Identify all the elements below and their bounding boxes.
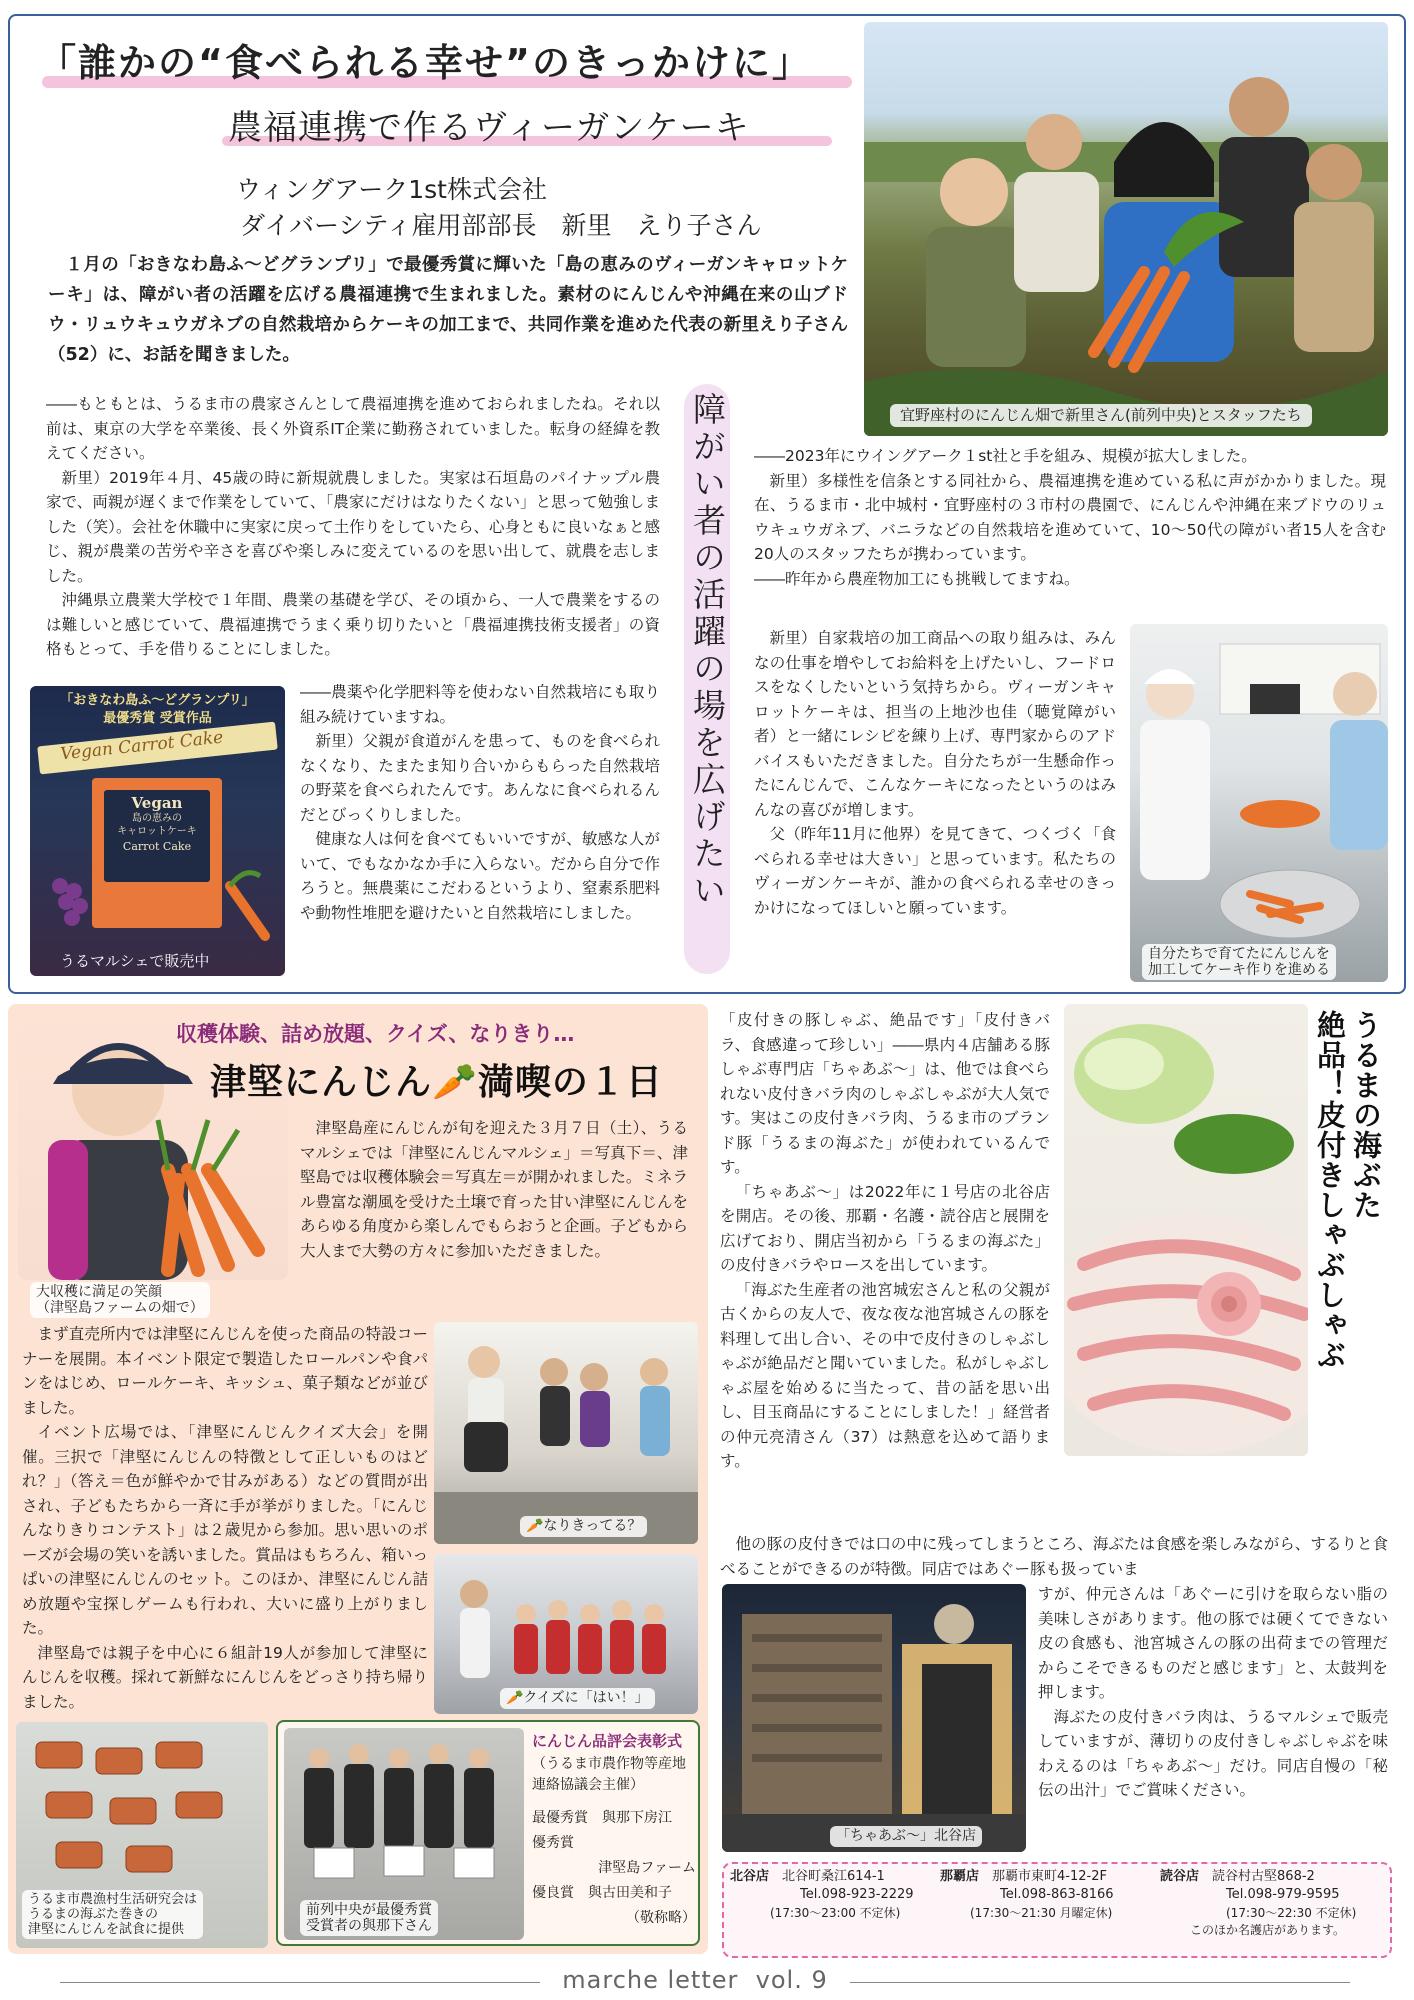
awards-list xyxy=(532,1806,696,1931)
tsuken-body xyxy=(22,1322,428,1714)
pose-illustration xyxy=(434,1322,698,1544)
top-company: ウィングアーク1st株式会社 xyxy=(236,175,547,204)
pork-illustration xyxy=(1064,1004,1308,1456)
shop-0-tel: Tel.098-923-2229 xyxy=(800,1887,914,1902)
farm-photo-caption: 宜野座村のにんじん畑で新里さん(前列中央)とスタッフたち xyxy=(890,404,1312,427)
a1-paragraph: 新里）2019年４月、45歳の時に新規就農しました。実家は石垣島のパイナップル農家で、両親が遅くまで作業をしていて、「農家にだけはなりたくない」と思って勉強しました（笑）。会社を休職中に実家に戻って土作りをしていたら、心身ともに良いなぁと感じ、親が農業の苦労や辛さを喜びや楽しみに変えているのを思い出して、就農を志しました。 xyxy=(46,468,660,585)
award-item-4: （敬称略） xyxy=(626,1910,696,1926)
shop-note: このほか名護店があります。 xyxy=(1190,1923,1346,1937)
tsuken-title: 津堅にんじん🥕満喫の１日 xyxy=(210,1062,663,1103)
kitchen-photo xyxy=(1130,624,1388,982)
a3-paragraph: 新里）多様性を信条とする同社から、農福連携を進めている私に声がかかりました。現在、うるま市・北中城村・宜野座村の３市村の農園で、にんじんや沖縄在来ブドウのリュウキュウガネブ、バニラなどの自然栽培を進めていて、10～50代の障がい者15人を含む20人のスタッフたちが携わっています。 xyxy=(754,471,1386,563)
q1-paragraph: ――もともとは、うるま市の農家さんとして農福連携を進めておられましたね。それ以前は、東京の大学を卒業後、長く外資系IT企業に勤務されていました。転身の経緯を教えてください。 xyxy=(46,395,660,462)
farm-illustration xyxy=(864,22,1388,436)
girl-photo-caption: 大収穫に満足の笑顔 （津堅島ファームの畑で） xyxy=(30,1282,210,1318)
vegan-cake-photo xyxy=(30,686,285,976)
tsuken-kicker: 収穫体験、詰め放題、クイズ、なりきり… xyxy=(176,1022,575,1046)
a2-paragraph: 新里）父親が食道がんを患って、ものを食べられなくなり、たまたま知り合いからもらった自然栽培の野菜を食べられたんです。あんなに食べられるんだとびっくりしました。 xyxy=(300,732,660,824)
kitchen-illustration xyxy=(1130,624,1388,982)
girl-carrot-photo xyxy=(18,1010,288,1280)
a1b-paragraph: 沖縄県立農業大学校で１年間、農業の基礎を学び、その頃から、一人で農業をするのは難しいと感じていて、農福連携でうまく乗り切りたいと「農福連携技術支援者」の資格もとって、手を借りることにしました。 xyxy=(46,591,660,658)
shabu-p4-first: 他の豚の皮付きでは口の中に残ってしまうところ、海ぶたは食感を楽しみながら、するりと食べることができるのが特徴。同店ではあぐー豚も扱っていま xyxy=(720,1535,1388,1578)
cake-package-title: Vegan xyxy=(131,794,183,812)
tasting-photo-caption: うるま市農漁村生活研究会は うるまの海ぶた巻きの 津堅にんじんを試食に提供 xyxy=(22,1890,203,1939)
shabu-text-d xyxy=(1038,1582,1388,1803)
pose-photo-caption: 🥕なりきってる？ xyxy=(520,1516,647,1537)
awards-title: にんじん品評会表彰式 xyxy=(532,1732,683,1750)
awards-org: （うるま市農作物等産地連絡協議会主催） xyxy=(532,1756,686,1793)
a2b-paragraph: 健康な人は何を食べてもいいですが、敏感な人がいて、でもなかなか手に入らない。だから自分で作ろうと。無農薬にこだわるというより、窒素系肥料や動物性堆肥を避けたいと自然栽培にしました。 xyxy=(300,830,660,922)
q2-paragraph: ――農薬や化学肥料等を使わない自然栽培にも取り組み続けていますね。 xyxy=(300,683,660,726)
chaabu-store-photo xyxy=(722,1584,1026,1852)
shabu-text-c xyxy=(720,1532,1388,1581)
shop-0-name: 北谷店 xyxy=(730,1869,770,1884)
quiz-photo-caption: 🥕クイズに「はい！」 xyxy=(500,1688,655,1709)
top-vertical-title: 障がい者の活躍の場を広げたい xyxy=(688,392,727,910)
shop-2-tel: Tel.098-979-9595 xyxy=(1226,1887,1340,1902)
shabu-p4-rest: すが、仲元さんは「あぐーに引けを取らない脂の美味しさがあります。他の豚では硬くてできない皮の食感も、池宮城さんの豚の出荷までの管理だからこそできるものだと感じます」と、太鼓判を押します。 xyxy=(1038,1585,1388,1701)
cake-package-en: Carrot Cake xyxy=(122,840,192,853)
cake-photo-caption: うるマルシェで販売中 xyxy=(60,952,210,970)
q3-paragraph: ――2023年にウイングアーク１st社と手を組み、規模が拡大しました。 xyxy=(754,447,1257,465)
shop-1-addr: 那覇市東町4-12-2F xyxy=(992,1869,1107,1884)
kitchen-photo-caption: 自分たちで育てたにんじんを 加工してケーキ作りを進める xyxy=(1142,944,1336,980)
shop-list xyxy=(730,1868,1390,1954)
shabu-p2: 「ちゃあぶ～」は2022年に１号店の北谷店を開店。その後、那覇・名護・読谷店と展開を広げており、開店当初から「うるまの海ぶた」の皮付きバラやロースを出しています。 xyxy=(720,1182,1050,1274)
top-col2-text-b xyxy=(754,626,1116,920)
shop-1-tel: Tel.098-863-8166 xyxy=(1000,1887,1114,1902)
award-photo-caption: 前列中央が最優秀賞 受賞者の與那下さん xyxy=(300,1900,438,1936)
footer-rule-right xyxy=(850,1982,1350,1983)
shop-2-name: 読谷店 xyxy=(1160,1869,1200,1884)
a4b-paragraph: 父（昨年11月に他界）を見てきて、つくづく「食べられる幸せは大きい」と思っています。私たちのヴィーガンケーキが、誰かの食べられる幸せのきっかけになってほしいと願っています。 xyxy=(754,825,1116,917)
shabu-p3: 「海ぶた生産者の池宮城宏さんと私の父親が古くからの友人で、夜な夜な池宮城さんの豚を料理して出し合い、その中で皮付きのしゃぶしゃぶが絶品だと聞いていました。私がしゃぶしゃぶ屋を始めるに当たって、昔の話を思い出し、目玉商品にすることにしました！」経営者の仲元亮清さん（37）は熱意を込めて語ります。 xyxy=(720,1280,1050,1470)
girl-illustration xyxy=(18,1010,288,1280)
tsuken-p1: まず直売所内では津堅にんじんを使った商品の特設コーナーを展開。本イベント限定で製造したロールパンや食パンをはじめ、ロールケーキ、キッシュ、菓子類などが並びました。 xyxy=(22,1325,428,1417)
tsuken-p2: イベント広場では、「津堅にんじんクイズ大会」を開催。三択で「津堅にんじんの特徴として正しいものはどれ？」（答え＝色が鮮やかで甘みがある）などの質問が出され、子どもたちから一斉に手が挙がりました。「にんじんなりきりコンテスト」は２歳児から参加。思い思いのポーズが会場の笑いを誘いました。賞品はもちろん、箱いっぱいの津堅にんじんのセット。このほか、津堅にんじん詰め放題や宝探しゲームも行われ、大いに盛り上がりました。 xyxy=(22,1423,428,1637)
shop-1 xyxy=(940,1868,1160,1922)
shabu-p1: 「皮付きの豚しゃぶ、絶品です」「皮付きバラ、食感違って珍しい」――県内４店舗ある豚しゃぶ専門店「ちゃあぶ～」は、他では食べられない皮付きバラ肉のしゃぶしゃぶが大人気です。実はこの皮付きバラ肉、うるま市のブランド豚「うるまの海ぶた」が使われているんです。 xyxy=(720,1011,1050,1176)
shop-0-addr: 北谷町桑江614-1 xyxy=(782,1869,885,1884)
shabu-vertical-title: うるまの海ぶた 絶品！皮付きしゃぶしゃぶ xyxy=(1313,1010,1383,1370)
tsuken-p3: 津堅島では親子を中心に６組計19人が参加して津堅にんじんを収穫。採れて新鮮なにんじんをどっさり持ち帰りました。 xyxy=(22,1643,428,1711)
cake-package-jp: 島の恵みの キャロットケーキ xyxy=(117,813,197,837)
shop-1-hours: (17:30～21:30 月曜定休) xyxy=(970,1906,1113,1920)
store-illustration xyxy=(722,1584,1026,1852)
top-col1-text-a xyxy=(46,392,660,662)
grape-illustration xyxy=(30,686,285,976)
pose-contest-photo xyxy=(434,1322,698,1544)
tsuken-intro: 津堅島産にんじんが旬を迎えた３月７日（土）、うるマルシェでは「津堅にんじんマルシェ」＝写真下＝、津堅島では収穫体験会＝写真左＝が開かれました。ミネラル豊富な潮風を受けた土壌で育った甘い津堅にんじんをあらゆる角度から楽しんでもらおうと企画。子どもから大人まで大勢の方々に参加いただきました。 xyxy=(300,1119,688,1260)
a4-paragraph: 新里）自家栽培の加工商品への取り組みは、みんなの仕事を増やしてお給料を上げたいし、フードロスをなくしたいという気持ちから。ヴィーガンキャロットケーキは、担当の上地沙也佳（聴覚障がい者）と一緒にレシピを練り上げ、専門家からのアドバイスもいただきました。自分たちが一生懸命作ったにんじんで、こんなケーキになったというのはみんなの喜びが増します。 xyxy=(754,629,1116,819)
top-col2-text-a xyxy=(754,444,1386,591)
store-photo-caption: 「ちゃあぶ～」北谷店 xyxy=(830,1826,982,1847)
shabu-pork-photo xyxy=(1064,1004,1308,1456)
farm-staff-photo xyxy=(864,22,1388,436)
shop-1-name: 那覇店 xyxy=(940,1869,980,1884)
shop-2 xyxy=(1160,1868,1390,1938)
award-item-0: 最優秀賞 與那下房江 xyxy=(532,1810,672,1826)
cake-award-badge: 「おきなわ島ふ～どグランプリ」 最優秀賞 受賞作品 xyxy=(60,693,255,726)
award-item-1: 優秀賞 xyxy=(532,1835,574,1851)
top-col1-text-b xyxy=(300,680,660,925)
q4-paragraph: ――昨年から農産物加工にも挑戦してますね。 xyxy=(754,569,1080,588)
shop-2-hours: (17:30～22:30 不定休) xyxy=(1226,1906,1357,1920)
footer-rule-left xyxy=(60,1982,540,1983)
shop-2-addr: 読谷村古堅868-2 xyxy=(1212,1869,1315,1884)
top-lead: １月の「おきなわ島ふ～どグランプリ」で最優秀賞に輝いた「島の恵みのヴィーガンキャロットケーキ」は、障がい者の活躍を広げる農福連携で生まれました。素材のにんじんや沖縄在来の山ブドウ・リュウキュウガネブの自然栽培からケーキの加工まで、共同作業を進めた代表の新里えり子さん（52）に、お話を聞きました。 xyxy=(48,255,848,365)
shop-0-hours: (17:30～23:00 不定休) xyxy=(770,1906,901,1920)
cake-script-label: Vegan Carrot Cake xyxy=(59,727,225,765)
shabu-p5: 海ぶたの皮付きバラ肉は、うるマルシェで販売していますが、薄切りの皮付きしゃぶしゃぶを味わえるのは「ちゃあぶ～」だけ。同店自慢の「秘伝の出汁」でご賞味ください。 xyxy=(1038,1707,1388,1799)
award-item-3: 優良賞 與古田美和子 xyxy=(532,1885,672,1901)
top-role: ダイバーシティ雇用部部長 新里 えり子さん xyxy=(240,211,762,240)
award-item-2: 津堅島ファーム xyxy=(598,1860,696,1876)
footer-title: marche letter vol. 9 xyxy=(562,1966,828,1994)
shabu-text-a xyxy=(720,1008,1050,1474)
top-headline: 「誰かの“食べられる幸せ”のきっかけに」 xyxy=(38,41,812,85)
top-subhead: 農福連携で作るヴィーガンケーキ xyxy=(228,108,750,148)
shop-0 xyxy=(730,1868,950,1922)
